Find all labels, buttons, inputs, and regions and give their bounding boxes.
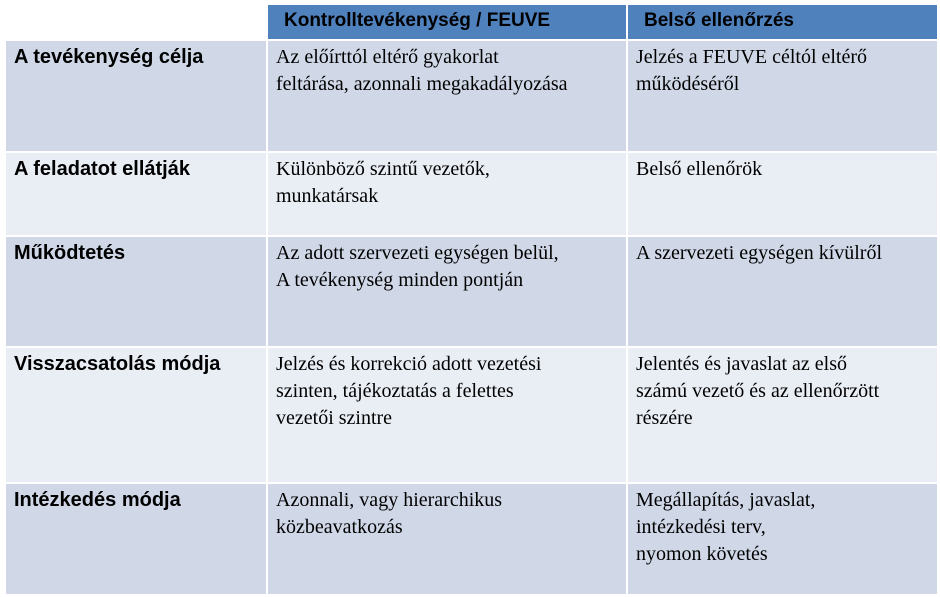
audit-cell (627, 347, 938, 483)
header-cell-empty (5, 4, 267, 40)
table-row (5, 40, 938, 152)
control-cell (267, 347, 627, 483)
audit-text: Jelentés és javaslat az első számú vezető és az ellenőrzött részére (636, 353, 880, 429)
audit-text: A szervezeti egységen kívülről (636, 242, 883, 264)
audit-text: Belső ellenőrök (636, 158, 763, 180)
control-cell (267, 40, 627, 152)
control-cell (267, 483, 627, 595)
control-text: Jelzés és korrekció adott vezetési szinten, tájékoztatás a felettes vezetői szintre (276, 353, 542, 429)
control-text: Különböző szintű vezetők, munkatársak (276, 158, 490, 207)
control-text: Az előírttól eltérő gyakorlat feltárása, azonnali megakadályozása (276, 46, 568, 95)
control-cell (267, 236, 627, 347)
row-label: Visszacsatolás módja (14, 353, 221, 375)
header-row (5, 4, 938, 40)
control-cell (267, 152, 627, 236)
row-label-cell (5, 40, 267, 152)
audit-text: Megállapítás, javaslat, intézkedési terv, nyomon követés (636, 489, 816, 565)
table-row (5, 483, 938, 595)
table-row (5, 347, 938, 483)
comparison-table (4, 3, 939, 596)
row-label: A tevékenység célja (14, 46, 204, 68)
table-row (5, 152, 938, 236)
row-label: Működtetés (14, 242, 126, 264)
control-text: Azonnali, vagy hierarchikus közbeavatkozás (276, 489, 503, 538)
audit-text: Jelzés a FEUVE céltól eltérő működéséről (636, 46, 868, 95)
table-row (5, 236, 938, 347)
row-label-cell (5, 236, 267, 347)
audit-cell (627, 483, 938, 595)
row-label-cell (5, 483, 267, 595)
header-col2: Kontrolltevékenység / FEUVE (284, 10, 551, 31)
control-text: Az adott szervezeti egységen belül, A tevékenység minden pontján (276, 242, 559, 291)
header-cell-internal-audit (627, 4, 938, 40)
row-label: Intézkedés módja (14, 489, 181, 511)
row-label-cell (5, 152, 267, 236)
audit-cell (627, 40, 938, 152)
header-cell-control (267, 4, 627, 40)
audit-cell (627, 152, 938, 236)
row-label-cell (5, 347, 267, 483)
audit-cell (627, 236, 938, 347)
header-col3: Belső ellenőrzés (644, 10, 794, 31)
row-label: A feladatot ellátják (14, 158, 190, 180)
